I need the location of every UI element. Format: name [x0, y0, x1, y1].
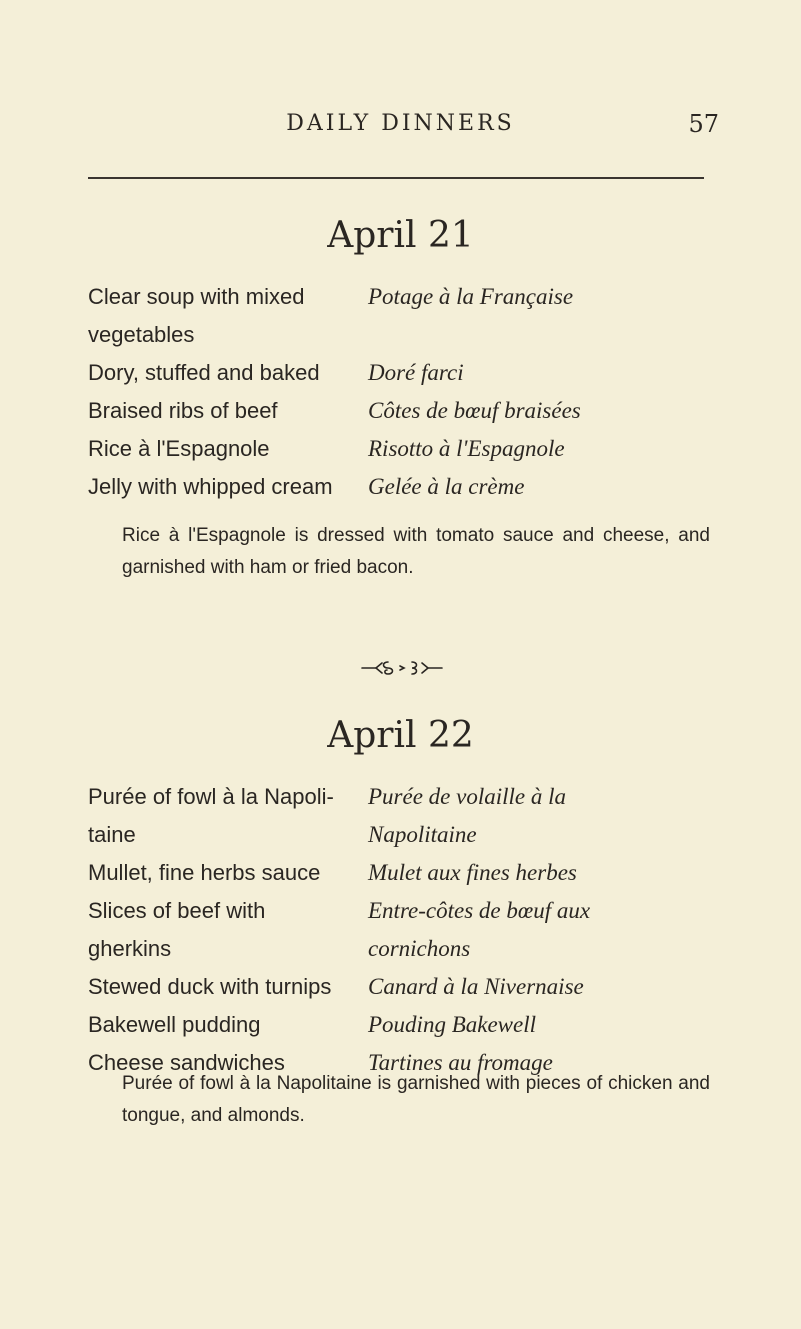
- menu-item: [0, 354, 801, 392]
- dish-french: Mulet aux fines herbes: [368, 860, 577, 885]
- menu-item: [0, 430, 801, 468]
- dish-english: Cheese sandwiches: [88, 1050, 285, 1075]
- dish-french: Tartines au fromage: [368, 1050, 553, 1075]
- running-title: DAILY DINNERS: [286, 111, 515, 136]
- menu-item: [0, 778, 801, 854]
- note-april-22: Purée of fowl à la Napolitaine is garnished with pieces of chicken and tongue, and almonds.: [122, 1073, 710, 1126]
- date-heading-april-22: April 22: [327, 715, 474, 756]
- dish-french: Pouding Bakewell: [368, 1012, 536, 1037]
- dish-french: Purée de volaille à la Napolitaine: [368, 784, 566, 847]
- dish-english: Dory, stuffed and baked: [88, 360, 320, 385]
- dish-french: Doré farci: [368, 360, 464, 385]
- menu-item: [0, 968, 801, 1006]
- dish-english: Purée of fowl à la Napoli- taine: [88, 784, 334, 847]
- menu-april-22: [0, 778, 801, 1082]
- dish-english: Stewed duck with turnips: [88, 974, 332, 999]
- dish-english: Slices of beef with gherkins: [88, 898, 266, 961]
- menu-april-21: [0, 278, 801, 506]
- menu-item: [0, 1006, 801, 1044]
- dish-french: Canard à la Nivernaise: [368, 974, 584, 999]
- menu-item: [0, 278, 801, 347]
- dish-english: Jelly with whipped cream: [88, 474, 333, 499]
- menu-item: [0, 854, 801, 892]
- dish-french: Risotto à l'Espagnole: [368, 436, 565, 461]
- menu-item: [0, 892, 801, 968]
- dish-french: Entre-côtes de bœuf aux cornichons: [368, 898, 591, 961]
- dish-french: Gelée à la crème: [368, 474, 525, 499]
- dish-english: Mullet, fine herbs sauce: [88, 860, 321, 885]
- menu-item: [0, 468, 801, 506]
- dish-french: Potage à la Française: [368, 284, 574, 309]
- running-head: [0, 104, 801, 144]
- ornament-divider-icon: [360, 658, 444, 678]
- dish-english: Rice à l'Espagnole: [88, 436, 270, 461]
- dish-french: Côtes de bœuf braisées: [368, 398, 581, 423]
- page-number: 57: [688, 110, 719, 138]
- dish-english: Clear soup with mixed vegetables: [88, 284, 305, 347]
- menu-row-spacer: [0, 316, 801, 354]
- note-april-21: Rice à l'Espagnole is dressed with tomato sauce and cheese, and garnished with ham or fried bacon.: [122, 525, 710, 578]
- date-heading-april-21: April 21: [327, 215, 474, 256]
- header-divider: [88, 177, 704, 179]
- menu-item: [0, 392, 801, 430]
- dish-english: Braised ribs of beef: [88, 398, 278, 423]
- dish-english: Bakewell pudding: [88, 1012, 261, 1037]
